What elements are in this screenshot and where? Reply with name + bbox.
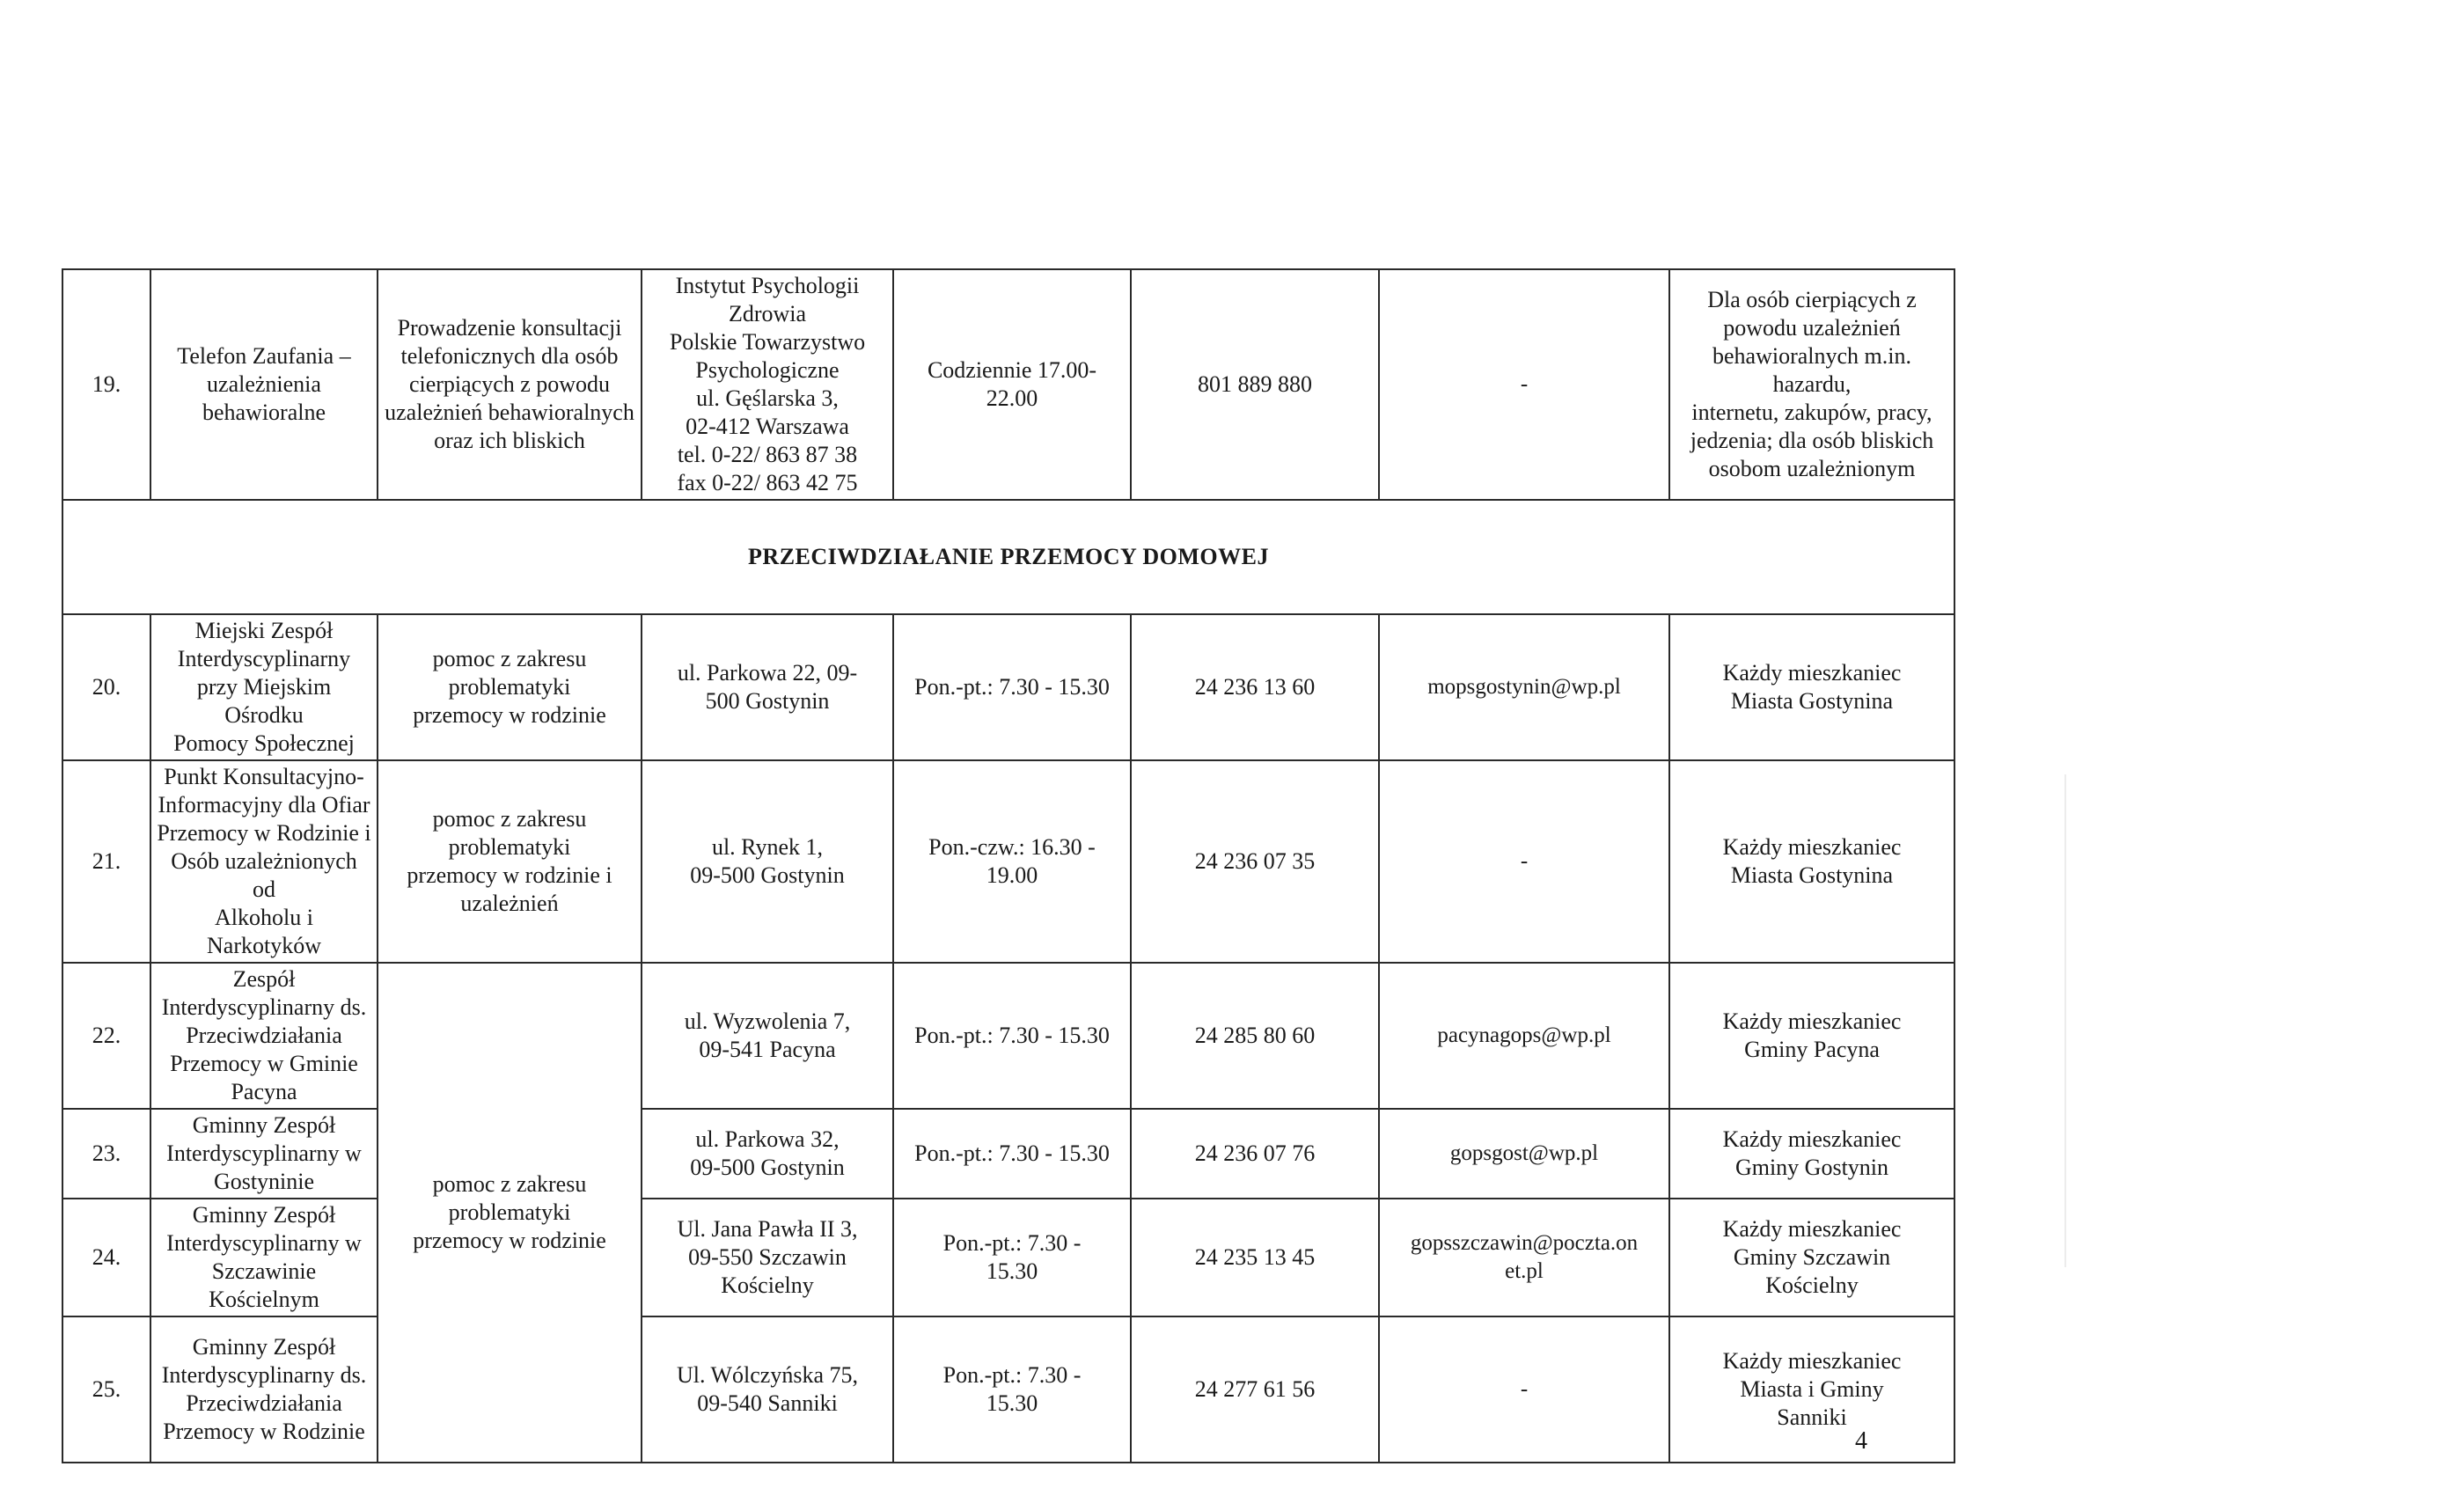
- text-line: Psychologiczne: [695, 357, 840, 383]
- text-line: jedzenia; dla osób bliskich: [1690, 428, 1934, 453]
- text-line: osobom uzależnionym: [1708, 456, 1916, 481]
- text-line: Miasta i Gminy: [1740, 1376, 1884, 1402]
- text-line: przemocy w rodzinie i: [407, 862, 612, 888]
- text-line: Dla osób cierpiących z: [1707, 287, 1917, 312]
- text-line: Pon.-czw.: 16.30 -: [928, 834, 1096, 860]
- text-line: Przemocy w Rodzinie i: [157, 820, 371, 846]
- text-line: Interdyscyplinarny ds.: [161, 994, 367, 1020]
- email: [1379, 1199, 1669, 1316]
- text-line: Interdyscyplinarny w: [166, 1230, 362, 1256]
- target-group: [1669, 614, 1954, 760]
- text-line: Kościelnym: [209, 1287, 319, 1312]
- text-line: Pon.-pt.: 7.30 - 15.30: [914, 1140, 1110, 1166]
- row-number: 21.: [62, 760, 150, 963]
- institution-name: [150, 760, 378, 963]
- text-line: Miasta Gostynina: [1730, 862, 1894, 888]
- text-line: Kościelny: [721, 1272, 814, 1298]
- text-line: Każdy mieszkaniec: [1722, 1126, 1902, 1152]
- opening-hours: [893, 1199, 1131, 1316]
- address: [642, 269, 893, 500]
- phone-number: 24 235 13 45: [1131, 1199, 1379, 1316]
- text-line: Szczawinie: [211, 1258, 317, 1284]
- opening-hours: [893, 1316, 1131, 1463]
- service-description-shared: [378, 963, 642, 1463]
- text-line: Ul. Wólczyńska 75,: [676, 1362, 859, 1388]
- table-row: [62, 1199, 1954, 1316]
- opening-hours: [893, 614, 1131, 760]
- service-description: [378, 760, 642, 963]
- address: [642, 760, 893, 963]
- page-number: 4: [1855, 1427, 1867, 1455]
- text-line: et.pl: [1505, 1259, 1544, 1283]
- institution-name: [150, 1316, 378, 1463]
- service-description: [378, 269, 642, 500]
- phone-number: 24 236 13 60: [1131, 614, 1379, 760]
- text-line: Zespół: [232, 966, 296, 992]
- text-line: pomoc z zakresu: [432, 1171, 587, 1197]
- text-line: oraz ich bliskich: [434, 428, 585, 453]
- table-row: [62, 269, 1954, 500]
- email: mopsgostynin@wp.pl: [1379, 614, 1669, 760]
- text-line: Prowadzenie konsultacji: [397, 315, 622, 341]
- text-line: ul. Parkowa 22, 09-: [677, 660, 858, 686]
- text-line: Informacyjny dla Ofiar: [158, 792, 370, 818]
- email: -: [1379, 269, 1669, 500]
- text-line: Pon.-pt.: 7.30 -: [942, 1230, 1082, 1256]
- row-number: 22.: [62, 963, 150, 1109]
- section-row: [62, 500, 1954, 614]
- text-line: Polskie Towarzystwo: [669, 329, 866, 355]
- text-line: Gminy Pacyna: [1744, 1037, 1880, 1062]
- text-line: Każdy mieszkaniec: [1722, 660, 1902, 686]
- text-line: ul. Parkowa 32,: [695, 1126, 840, 1152]
- text-line: Interdyscyplinarny w: [166, 1140, 362, 1166]
- address: [642, 1109, 893, 1199]
- scan-margin-line: [2064, 774, 2066, 1267]
- text-line: Gminy Szczawin: [1733, 1244, 1891, 1270]
- target-group: [1669, 963, 1954, 1109]
- text-line: przemocy w rodzinie: [413, 1228, 606, 1253]
- text-line: Przeciwdziałania: [186, 1390, 342, 1416]
- email: gopsgost@wp.pl: [1379, 1109, 1669, 1199]
- text-line: 15.30: [986, 1258, 1038, 1284]
- text-line: 500 Gostynin: [705, 688, 830, 714]
- opening-hours: [893, 963, 1131, 1109]
- section-title: PRZECIWDZIAŁANIE PRZEMOCY DOMOWEJ: [62, 500, 1954, 614]
- text-line: behawioralnych m.in. hazardu,: [1712, 343, 1911, 397]
- email: pacynagops@wp.pl: [1379, 963, 1669, 1109]
- text-line: 02-412 Warszawa: [686, 414, 849, 439]
- text-line: Gminny Zespół: [192, 1112, 336, 1138]
- row-number: 23.: [62, 1109, 150, 1199]
- text-line: Pon.-pt.: 7.30 -: [942, 1362, 1082, 1388]
- text-line: internetu, zakupów, pracy,: [1691, 400, 1932, 425]
- text-line: Instytut Psychologii: [675, 273, 860, 298]
- row-number: 20.: [62, 614, 150, 760]
- table-row: [62, 1109, 1954, 1199]
- text-line: przy Miejskim Ośrodku: [196, 674, 332, 728]
- text-line: pomoc z zakresu: [432, 806, 587, 832]
- phone-number: 24 277 61 56: [1131, 1316, 1379, 1463]
- email: -: [1379, 1316, 1669, 1463]
- address: [642, 963, 893, 1109]
- text-line: powodu uzależnień: [1723, 315, 1901, 341]
- text-line: Gminny Zespół: [192, 1202, 336, 1228]
- text-line: 09-541 Pacyna: [699, 1037, 836, 1062]
- opening-hours: [893, 1109, 1131, 1199]
- opening-hours: [893, 269, 1131, 500]
- text-line: 09-500 Gostynin: [690, 1155, 845, 1180]
- target-group: [1669, 1109, 1954, 1199]
- text-line: uzależnienia: [207, 371, 321, 397]
- table-row: [62, 614, 1954, 760]
- text-line: uzależnień: [460, 891, 559, 916]
- institution-name: [150, 269, 378, 500]
- text-line: Miasta Gostynina: [1730, 688, 1894, 714]
- text-line: Pacyna: [231, 1079, 297, 1104]
- text-line: tel. 0-22/ 863 87 38: [677, 442, 858, 467]
- text-line: cierpiących z powodu: [408, 371, 611, 397]
- text-line: Każdy mieszkaniec: [1722, 1216, 1902, 1242]
- text-line: uzależnień behawioralnych: [385, 400, 634, 425]
- text-line: Każdy mieszkaniec: [1722, 834, 1902, 860]
- table-row: [62, 1316, 1954, 1463]
- target-group: [1669, 760, 1954, 963]
- text-line: Pon.-pt.: 7.30 - 15.30: [914, 1023, 1110, 1048]
- row-number: 25.: [62, 1316, 150, 1463]
- text-line: Każdy mieszkaniec: [1722, 1348, 1902, 1374]
- text-line: Sanniki: [1777, 1404, 1847, 1430]
- text-line: behawioralne: [202, 400, 326, 425]
- text-line: Pomocy Społecznej: [173, 730, 355, 756]
- text-line: 09-540 Sanniki: [697, 1390, 838, 1416]
- text-line: problematyki: [448, 674, 571, 700]
- phone-number: 24 285 80 60: [1131, 963, 1379, 1109]
- text-line: Kościelny: [1765, 1272, 1859, 1298]
- text-line: Miejski Zespół: [194, 618, 334, 643]
- table-row: [62, 760, 1954, 963]
- text-line: Gminy Gostynin: [1734, 1155, 1889, 1180]
- text-line: Przemocy w Rodzinie: [163, 1419, 365, 1444]
- text-line: ul. Rynek 1,: [711, 834, 824, 860]
- institution-name: [150, 614, 378, 760]
- text-line: ul. Wyzwolenia 7,: [684, 1008, 851, 1034]
- text-line: Interdyscyplinarny ds.: [161, 1362, 367, 1388]
- address: [642, 614, 893, 760]
- text-line: 09-500 Gostynin: [690, 862, 845, 888]
- text-line: Ul. Jana Pawła II 3,: [677, 1216, 858, 1242]
- text-line: 09-550 Szczawin: [688, 1244, 847, 1270]
- text-line: Gminny Zespół: [192, 1334, 336, 1360]
- text-line: Osób uzależnionych od: [171, 848, 357, 902]
- text-line: Każdy mieszkaniec: [1722, 1008, 1902, 1034]
- target-group: [1669, 1316, 1954, 1463]
- institution-name: [150, 1199, 378, 1316]
- table-row: [62, 963, 1954, 1109]
- text-line: gopsszczawin@poczta.on: [1410, 1231, 1639, 1255]
- institution-name: [150, 963, 378, 1109]
- row-number: 24.: [62, 1199, 150, 1316]
- text-line: pomoc z zakresu: [432, 646, 587, 671]
- opening-hours: [893, 760, 1131, 963]
- institutions-table: [62, 268, 1955, 1463]
- phone-number: 24 236 07 35: [1131, 760, 1379, 963]
- text-line: problematyki: [448, 1199, 571, 1225]
- text-line: przemocy w rodzinie: [413, 702, 606, 728]
- text-line: ul. Gęślarska 3,: [696, 385, 839, 411]
- phone-number: 24 236 07 76: [1131, 1109, 1379, 1199]
- row-number: 19.: [62, 269, 150, 500]
- text-line: Codziennie 17.00-: [927, 357, 1097, 383]
- institution-name: [150, 1109, 378, 1199]
- text-line: Telefon Zaufania –: [177, 343, 351, 369]
- text-line: Interdyscyplinarny: [177, 646, 351, 671]
- target-group: [1669, 1199, 1954, 1316]
- text-line: Przemocy w Gminie: [170, 1051, 358, 1076]
- text-line: telefonicznych dla osób: [400, 343, 619, 369]
- target-group: [1669, 269, 1954, 500]
- text-line: 15.30: [986, 1390, 1038, 1416]
- service-description: [378, 614, 642, 760]
- text-line: 19.00: [986, 862, 1038, 888]
- text-line: Pon.-pt.: 7.30 - 15.30: [914, 674, 1110, 700]
- text-line: Przeciwdziałania: [186, 1023, 342, 1048]
- text-line: Gostyninie: [213, 1169, 315, 1194]
- text-line: Alkoholu i Narkotyków: [207, 905, 321, 958]
- email: -: [1379, 760, 1669, 963]
- text-line: Punkt Konsultacyjno-: [164, 764, 364, 789]
- text-line: Zdrowia: [728, 301, 807, 326]
- text-line: problematyki: [448, 834, 571, 860]
- address: [642, 1199, 893, 1316]
- text-line: fax 0-22/ 863 42 75: [677, 470, 858, 495]
- text-line: 22.00: [986, 385, 1038, 411]
- phone-number: 801 889 880: [1131, 269, 1379, 500]
- address: [642, 1316, 893, 1463]
